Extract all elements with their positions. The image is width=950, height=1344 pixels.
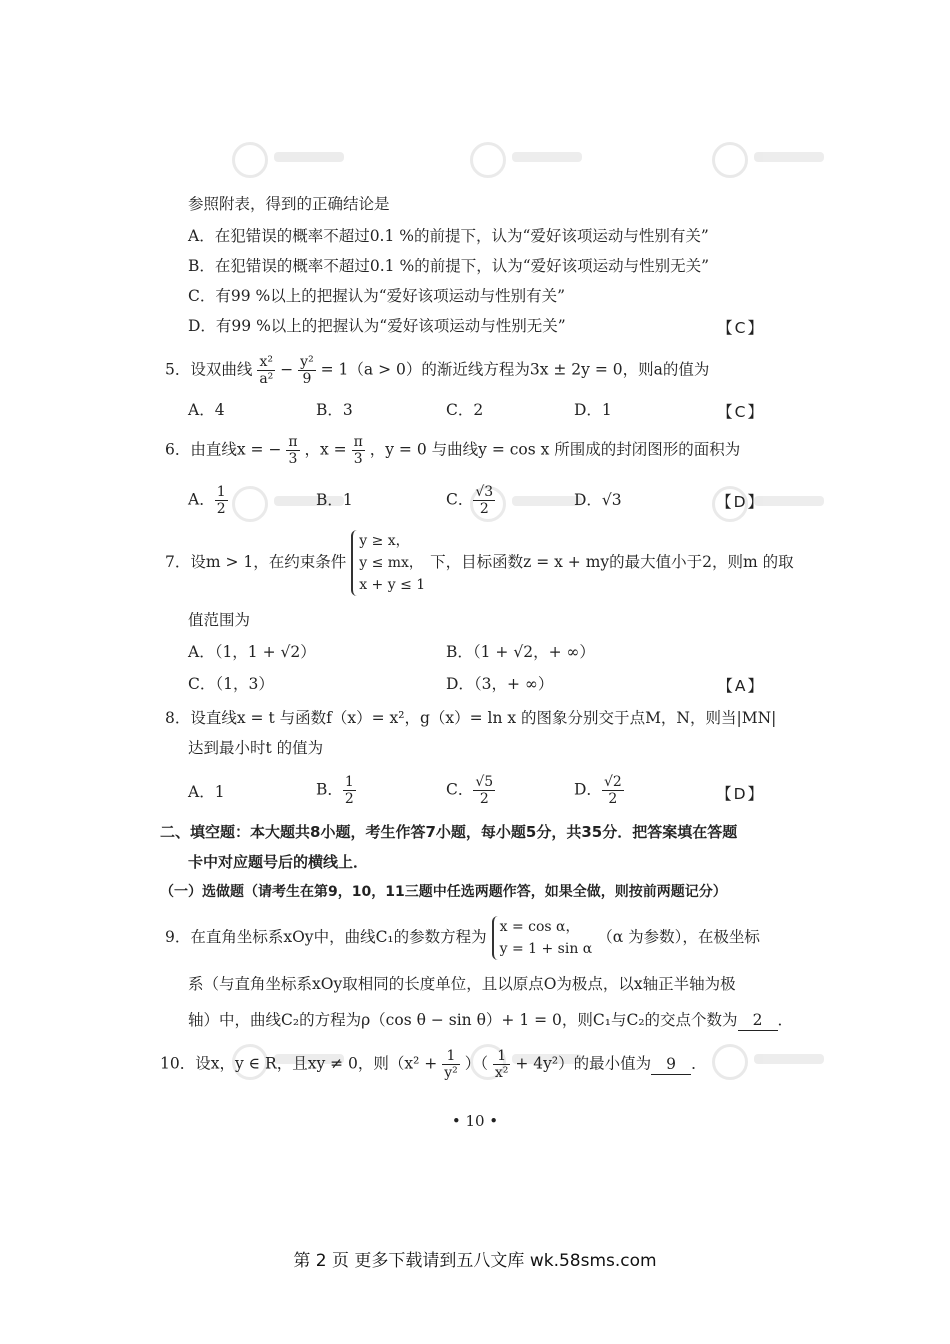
q8-option-b: B． $\frac{1}{2}$ [316,774,354,807]
q10-fraction: $\frac{1}{\text{y²}}$ [444,1048,458,1081]
q9-stem-cont: 系（与直角坐标系xOy取相同的长度单位，且以原点O为极点，以x轴正半轴为极 [188,975,736,993]
footer-download-notice: 第 2 页 更多下载请到五八文库 wk.58sms.com [293,1251,657,1271]
q4-answer: 【C】 [717,319,765,337]
q8-option-a: A．1 [188,783,225,801]
q9-stem-cont2: 轴）中，曲线C₂的方程为ρ（cos θ − sin θ）+ 1 = 0，则C₁与C₂的交点个数为 2 ． [188,1011,794,1029]
q4-option-c: C．有99 %以上的把握认为“爱好该项运动与性别有关” [188,287,566,305]
q4-option-d: D．有99 %以上的把握认为“爱好该项运动与性别无关” [188,317,566,335]
q6-option-b: B．1 [316,491,353,509]
q8-answer: 【D】 [716,785,765,803]
q5-option-b: B．3 [316,401,353,419]
q7-option-d: D．（3，+ ∞） [446,675,554,693]
q5-fraction-x: $\frac{\text{x²}}{\text{a²}}$ [259,354,274,387]
q5-option-d: D．1 [574,401,612,419]
q5-option-c: C．2 [446,401,484,419]
q9-stem: 9．在直角坐标系xOy中，曲线C₁的参数方程为 x = cos α， y = 1 + sin α （α 为参数），在极坐标 [165,916,760,960]
q4-stem: 参照附表，得到的正确结论是 [188,195,390,213]
q6-option-c: C． $\frac{√3}{2}$ [446,484,494,517]
q5-number: 5．设双曲线 [165,360,253,379]
q6-fraction-pi: $\frac{\pi}{3}$ [288,434,298,467]
q7-stem-cont: 值范围为 [188,611,251,629]
q9-answer-blank: 2 [738,1010,778,1031]
watermark-logo [712,1040,832,1080]
q8-stem: 8．设直线x = t 与函数f（x）= x²，g（x）= ln x 的图象分别交于点M，N，则当|MN| [165,709,777,727]
q6-answer: 【D】 [716,493,765,511]
section2-subheading: （一）选做题（请考生在第9，10，11三题中任选两题作答，如果全做，则按前两题记分） [160,884,727,900]
q6-fraction-pi: $\frac{\pi}{3}$ [353,434,363,467]
q10-answer-blank: 9 [651,1054,691,1075]
q6-option-a: A． $\frac{1}{2}$ [188,484,226,517]
q5-fraction-y: $\frac{\text{y²}}{9}$ [300,354,314,387]
q8-stem-cont: 达到最小时t 的值为 [188,739,324,757]
q7-constraints: y ≥ x， y ≤ mx， x + y ≤ 1 [351,530,425,596]
q5-option-a: A．4 [188,401,225,419]
q4-option-b: B．在犯错误的概率不超过0.1 %的前提下，认为“爱好该项运动与性别无关” [188,257,710,275]
q7-option-c: C．（1，3） [188,675,274,693]
q5-stem: 5．设双曲线 $\frac{\text{x²}}{\text{a²}}$ − $\frac{\text{y²}}{9}$ = 1（a > 0）的渐近线方程为3x ± 2y = 0，则a的值为 [165,354,710,387]
section2-heading: 二、填空题：本大题共8小题，考生作答7小题，每小题5分，共35分．把答案填在答题 [160,823,738,841]
q7-option-b: B．（1 + √2，+ ∞） [446,643,595,661]
q10-stem: 10．设x，y ∈ R，且xy ≠ 0，则（x² + $\frac{1}{\text{y²}}$ ）（ $\frac{1}{\text{x²}}$ + 4y²）的最小值为 9 ． [160,1048,707,1081]
q10-fraction: $\frac{1}{\text{x²}}$ [494,1048,509,1081]
q8-option-d: D． $\frac{√2}{2}$ [574,774,622,807]
watermark-logo [470,138,590,178]
q5-answer: 【C】 [717,403,765,421]
page-number: • 10 • [451,1112,499,1130]
q7-option-a: A．（1，1 + √2） [188,643,316,661]
watermark-logo [232,138,352,178]
q4-option-a: A．在犯错误的概率不超过0.1 %的前提下，认为“爱好该项运动与性别有关” [188,227,709,245]
q7-answer: 【A】 [717,677,765,695]
section2-heading-cont: 卡中对应题号后的横线上． [188,853,369,871]
q6-option-d: D．√3 [574,491,622,509]
q6-stem: 6．由直线x = − $\frac{\pi}{3}$ ，x = $\frac{\pi}{3}$ ，y = 0 与曲线y = cos x 所围成的封闭图形的面积为 [165,434,741,467]
q8-option-c: C． $\frac{√5}{2}$ [446,774,494,807]
q9-parametric-eq: x = cos α， y = 1 + sin α [492,916,593,960]
watermark-logo [712,138,832,178]
q7-stem: 7．设m > 1，在约束条件 y ≥ x， y ≤ mx， x + y ≤ 1 下，目标函数z = x + my的最大值小于2，则m 的取 [165,530,794,596]
